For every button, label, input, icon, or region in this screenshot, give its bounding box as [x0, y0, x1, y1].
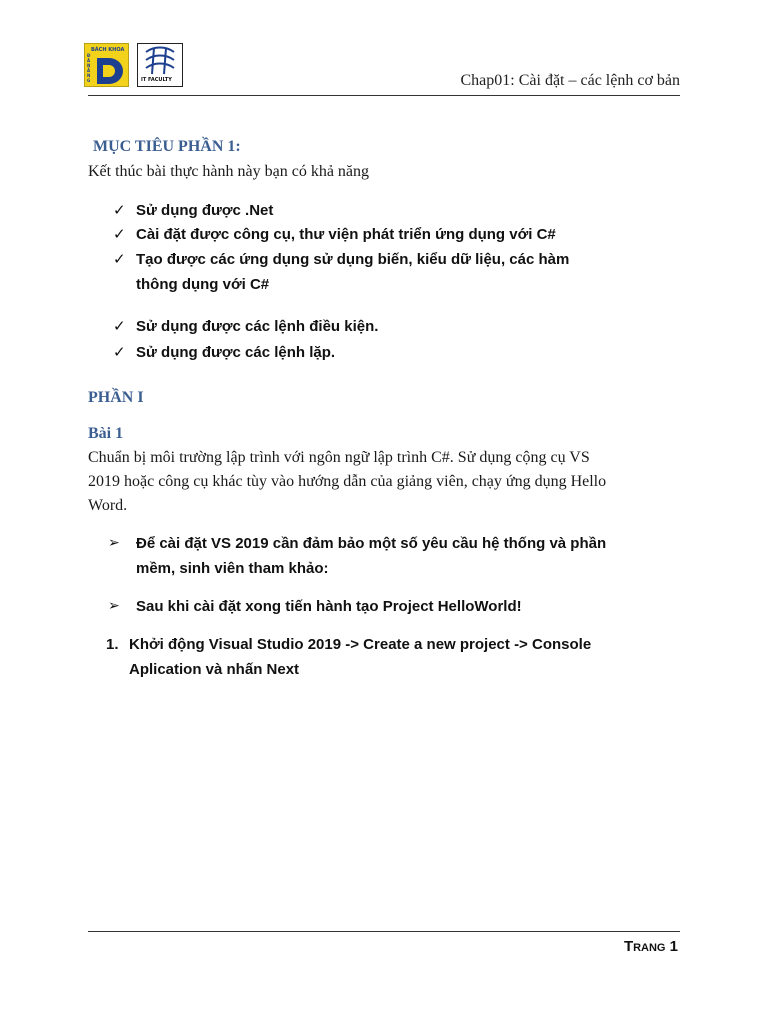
goal-item [113, 314, 633, 339]
logo-left-text: BÁCH KHOA [91, 47, 125, 53]
arrow-item-text: Sau khi cài đặt xong tiến hành tạo Project HelloWorld! [136, 598, 522, 615]
university-logo [84, 43, 129, 87]
exercise-title: Bài 1 [88, 425, 124, 442]
faculty-logo [137, 43, 183, 87]
step-text: Khởi động Visual Studio 2019 -> Create a new project -> Console Aplication và nhấn Next [129, 636, 592, 678]
page-header-title: Chap01: Cài đặt – các lệnh cơ bản [460, 72, 680, 89]
goal-item [113, 222, 633, 247]
logo-right-text: IT FACULTY [141, 77, 172, 83]
page-number: Trang 1 [623, 938, 678, 955]
arrow-bullet-icon: ➢ [108, 598, 120, 614]
step-number: 1. [106, 636, 119, 653]
goal-item [113, 247, 613, 297]
goals-heading: MỤC TIÊU PHẦN 1: [93, 138, 241, 155]
goal-item-text: Sử dụng được các lệnh lặp. [136, 344, 336, 361]
part-heading: PHẦN I [88, 389, 144, 406]
exercise-paragraph: Chuẩn bị môi trường lập trình với ngôn ngữ lập trình C#. Sử dụng cộng cụ VS 2019 hoặc công cụ khác tùy vào hướng dẫn của giảng viên, chạy ứng dụng Hello Word. [88, 449, 607, 514]
check-icon: ✓ [113, 343, 126, 361]
goal-item [113, 340, 633, 365]
arrow-item [108, 594, 628, 619]
goal-item-text: Sử dụng được .Net [136, 202, 274, 219]
check-icon: ✓ [113, 201, 126, 219]
faculty-emblem-icon [142, 46, 178, 76]
arrow-bullet-icon: ➢ [108, 535, 120, 551]
check-icon: ✓ [113, 250, 126, 268]
step-item [106, 632, 606, 682]
goal-item [113, 198, 633, 223]
logo-d-shape-icon [95, 56, 127, 86]
check-icon: ✓ [113, 317, 126, 335]
header-divider [88, 95, 680, 96]
arrow-item-text: Để cài đặt VS 2019 cần đảm bảo một số yêu cầu hệ thống và phần mềm, sinh viên tham khảo: [136, 535, 607, 577]
goals-intro: Kết thúc bài thực hành này bạn có khả năng [88, 163, 370, 180]
goal-item-text: Cài đặt được công cụ, thư viện phát triển ứng dụng với C# [136, 226, 556, 243]
check-icon: ✓ [113, 225, 126, 243]
goal-item-text: Tạo được các ứng dụng sử dụng biến, kiểu dữ liệu, các hàm thông dụng với C# [136, 251, 570, 293]
footer-divider [88, 931, 680, 932]
goal-item-text: Sử dụng được các lệnh điều kiện. [136, 318, 379, 335]
arrow-item [108, 531, 618, 581]
logo-left-side-text: Đ À N Ẵ N G [87, 53, 91, 83]
